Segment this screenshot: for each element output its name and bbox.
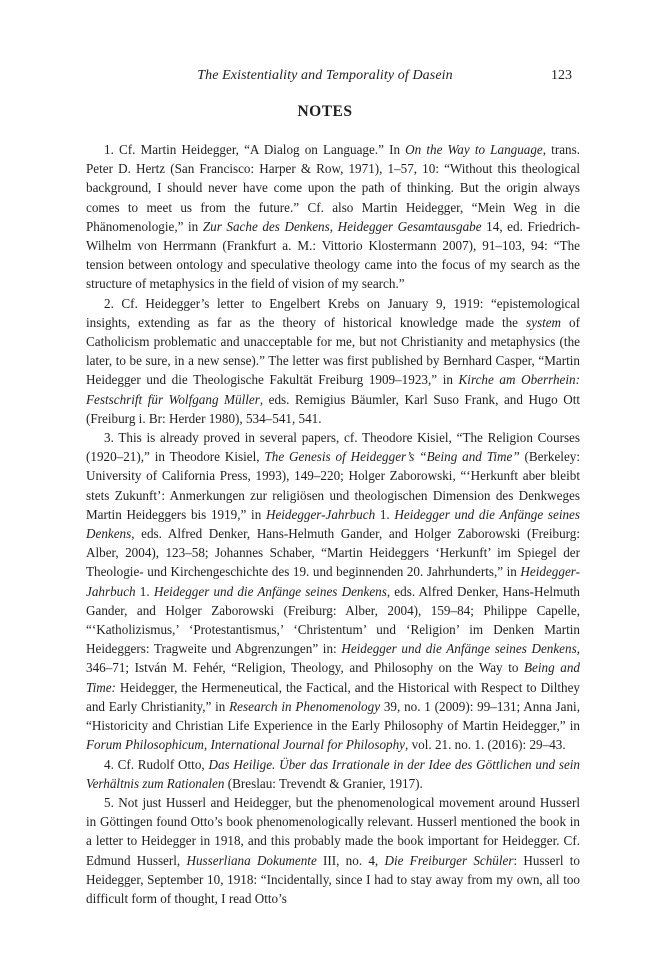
note-italic-text: Heidegger und die Anfänge seines Denkens (153, 583, 387, 599)
note-number: 3. (104, 430, 119, 446)
note-italic-text: Kirche am Oberrhein: Festschrift für Wolfgang Müller (86, 372, 580, 407)
note-italic-text: Heidegger Gesamtausgabe (337, 218, 482, 234)
note-italic-text: Heidegger-Jahrbuch (86, 564, 580, 599)
note-italic-text: Heidegger und die Anfänge seines Denkens (341, 641, 577, 657)
note-text: (Breslau: Trevendt & Granier, 1917). (224, 775, 423, 791)
note-number: 1. (104, 142, 119, 157)
note-text: (Berkeley: University of California Press, 1993), 149–220; Holger Zaborowski, “‘Herkunft aber bleibt stets Zukunft’: Anmerkungen zur religiösen und theologischen Dimension des Denkweges Martin Heideggers bis 1919,” in (86, 449, 580, 522)
note-italic-text: Forum Philosophicum, International Journal for Philosophy (86, 737, 406, 753)
running-title: The Existentiality and Temporality of Dasein (197, 68, 453, 83)
note-text: 39, no. 1 (2009): 99–131; Anna Jani, “Historicity and Christian Life Experience in the Early Philosophy of Martin Heidegger,” in (86, 698, 580, 734)
note-italic-text: Die Freiburger Schüler (384, 852, 514, 868)
note-italic-text: Zur Sache des Denkens (202, 218, 330, 234)
note-text: , trans. Peter D. Hertz (San Francisco: Harper & Row, 1971), 1–57, 10: “Without this theological background, I should never have come upon the path of thinking. But the origin always comes to meet us from the future.” Cf. also Martin Heidegger, “Mein Weg in die Phänomenologie,” in (86, 142, 581, 234)
note-text: 14, ed. Friedrich-Wilhelm von Herrmann (Frankfurt a. M.: Vittorio Klostermann 2007), 91–103, 94: “The tension between ontology and speculative theology came into the focus of my search as the structure of metaphysics in the field of vision of my search.” (86, 218, 581, 292)
note-text: , eds. Alfred Denker, Hans-Helmuth Gander, and Holger Zaborowski (Freiburg: Alber, 2004), 123–58; Johannes Schaber, “Martin Heideggers ‘Herkunft’ im Spiegel der Theologie- und Kirchengeschichte des 19. und beginnenden 20. Jahrhunderts,” in (86, 526, 580, 580)
note-italic-text: Research in Phenomenology (229, 698, 381, 714)
note-text: Cf. Heidegger’s letter to Engelbert Krebs on January 9, 1919: “epistemological insights, extending as far as the theory of historical knowledge made the (86, 295, 580, 330)
note-text: This is already proved in several papers, cf. Theodore Kisiel, “The Religion Courses (1920–21),” in Theodore Kisiel, (86, 430, 581, 465)
note-1 (86, 140, 580, 294)
note-text: , 346–71; István M. Fehér, “Religion, Theology, and Philosophy on the Way to (86, 641, 580, 676)
note-text: : Husserl to Heidegger, September 10, 1918: “Incidentally, since I had to stay away from my own, all too difficult form of thought, I read Otto’s (86, 852, 580, 906)
note-3 (86, 428, 580, 754)
page-number: 123 (551, 68, 572, 83)
notes-heading: NOTES (297, 103, 353, 120)
note-text: III, no. 4, (316, 852, 385, 868)
note-italic-text: Being and Time: (86, 660, 580, 695)
note-text: of Catholicism problematic and unacceptable for me, but not Christianity and metaphysics (the later, to be sure, in a new sense).” The letter was first published by Bernhard Casper, “Martin Heidegger und die Theologische Fakultät Freiburg 1909–1923,” in (86, 314, 581, 388)
note-italic-text: Husserliana Dokumente (186, 852, 317, 868)
note-text: , eds. Remigius Bäumler, Karl Suso Frank, and Hugo Ott (Freiburg i. Br: Herder 1980), 534–541, 541. (86, 391, 580, 426)
note-text: , eds. Alfred Denker, Hans-Helmuth Gander, and Holger Zaborowski (Freiburg: Alber, 2004), 159–84; Philippe Capelle, “‘Katholizismus,’ ‘Protestantismus,’ ‘Christentum’ und ‘Religion’ im Denken Martin Heideggers: Tragweite und Abgrenzungen” in: (86, 583, 580, 657)
note-text: Cf. Martin Heidegger, “A Dialog on Language.” In (119, 142, 406, 157)
note-text: 1. (135, 583, 154, 599)
note-number: 5. (104, 794, 119, 810)
note-number: 2. (104, 295, 122, 311)
note-text: , (329, 218, 338, 234)
note-5 (86, 793, 580, 908)
note-italic-text: The Genesis of Heidegger’s “Being and Time” (264, 449, 520, 465)
note-italic-text: system (526, 314, 562, 330)
note-2 (86, 294, 580, 428)
note-text: 1. (375, 506, 395, 522)
note-text: , vol. 21. no. 1. (2016): 29–43. (405, 737, 566, 753)
note-number: 4. (104, 756, 118, 772)
notes-list (86, 140, 580, 908)
note-text: Cf. Rudolf Otto, (117, 756, 209, 772)
note-italic-text: Heidegger-Jahrbuch (265, 506, 376, 522)
note-italic-text: Heidegger und die Anfänge seines Denkens (86, 506, 580, 542)
note-text: Not just Husserl and Heidegger, but the phenomenological movement around Husserl in Göttingen found Otto’s book phenomenologically relevant. Husserl mentioned the book in a letter to Heidegger in 1918, and this probably made the book important for Heidegger. Cf. Edmund Husserl, (86, 794, 580, 868)
note-italic-text: Das Heilige. Über das Irrationale in der Idee des Göttlichen und sein Verhältnis zum Rationalen (86, 756, 581, 791)
note-italic-text: On the Way to Language (405, 142, 543, 157)
note-text: Heidegger, the Hermeneutical, the Factical, and the Historical with Respect to Dilthey and Early Christianity,” in (86, 679, 580, 714)
page-header (0, 68, 650, 88)
note-4 (86, 755, 580, 793)
